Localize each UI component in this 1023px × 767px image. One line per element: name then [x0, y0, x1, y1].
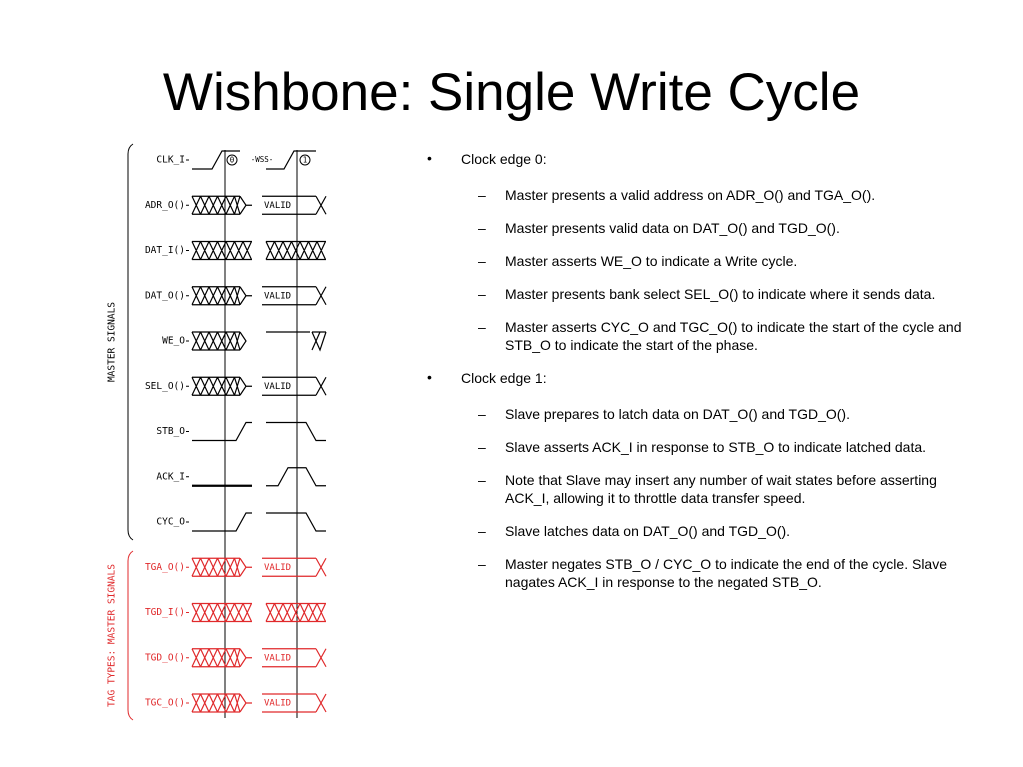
- sub-item-text: Master presents valid data on DAT_O() and TGD_O().: [505, 220, 840, 236]
- sub-item-text: Slave asserts ACK_I in response to STB_O to indicate latched data.: [505, 439, 927, 455]
- dont-care-region: [192, 649, 240, 667]
- sub-item: [478, 252, 965, 270]
- transition: [240, 332, 246, 350]
- transition: [240, 377, 252, 395]
- sub-item: [478, 438, 965, 456]
- dont-care-region: [192, 196, 240, 214]
- transition: [240, 649, 252, 667]
- dont-care-region: [266, 242, 326, 260]
- strobe-waveform: [192, 513, 252, 531]
- sub-item: [478, 186, 965, 204]
- signal-label: ADR_O(): [144, 199, 185, 211]
- dont-care-region: [266, 604, 326, 622]
- ack-waveform: [266, 468, 326, 486]
- signal-label: DAT_O(): [144, 290, 185, 302]
- signal-label: ACK_I: [156, 471, 185, 483]
- strobe-waveform: [192, 423, 252, 441]
- dash-icon: –: [478, 220, 486, 236]
- sub-item-text: Master asserts WE_O to indicate a Write cycle.: [505, 253, 798, 269]
- signal-label: SEL_O(): [144, 380, 185, 392]
- dont-care-region: [192, 694, 240, 712]
- transition: [240, 287, 252, 305]
- clock-edge-label: 1: [302, 155, 308, 165]
- sub-item-text: Master presents a valid address on ADR_O() and TGA_O().: [505, 187, 876, 203]
- sub-item-text: Master presents bank select SEL_O() to indicate where it sends data.: [505, 286, 936, 302]
- sub-item: [478, 522, 965, 540]
- signal-label: TGD_I(): [144, 607, 185, 618]
- dont-care-region: [192, 332, 240, 350]
- transition: [240, 196, 252, 214]
- sub-item: [478, 318, 965, 354]
- sub-item-text: Slave latches data on DAT_O() and TGD_O().: [505, 523, 791, 539]
- note-label: Clock edge 0:: [461, 151, 547, 167]
- group-bracket: [128, 551, 133, 720]
- dont-care-region: [192, 604, 252, 622]
- dont-care-region: [192, 377, 240, 395]
- group-bracket: [128, 144, 133, 540]
- we-release: [312, 332, 326, 350]
- dash-icon: –: [478, 187, 486, 203]
- sub-item-text: Slave prepares to latch data on DAT_O() and TGD_O().: [505, 406, 850, 422]
- timing-diagram: [0, 0, 400, 767]
- dash-icon: –: [478, 253, 486, 269]
- signal-label: STB_O: [156, 426, 185, 437]
- valid-label: VALID: [264, 698, 292, 709]
- signal-label: DAT_I(): [144, 245, 185, 256]
- signal-label: TGA_O(): [144, 561, 185, 573]
- note-item-clock-edge-0: [425, 150, 965, 168]
- group-label: TAG TYPES: MASTER SIGNALS: [106, 564, 118, 707]
- valid-label: VALID: [264, 291, 292, 302]
- strobe-waveform: [266, 423, 326, 441]
- dash-icon: –: [478, 472, 486, 488]
- slide-title: Wishbone: Single Write Cycle: [162, 63, 861, 122]
- sub-item-text: Master negates STB_O / CYC_O to indicate the end of the cycle. Slave nagates ACK_I in response to the negated STB_O.: [505, 556, 948, 590]
- bullet-icon: •: [427, 150, 432, 166]
- signal-label: TGD_O(): [144, 652, 185, 664]
- transition: [240, 694, 252, 712]
- wait-states-label: -WSS-: [250, 155, 274, 164]
- notes-list: [425, 150, 965, 606]
- dash-icon: –: [478, 439, 486, 455]
- group-label: MASTER SIGNALS: [106, 301, 118, 383]
- dash-icon: –: [478, 523, 486, 539]
- bullet-icon: •: [427, 369, 432, 385]
- dont-care-region: [192, 242, 252, 260]
- signal-label: CYC_O: [156, 516, 185, 528]
- dash-icon: –: [478, 556, 486, 572]
- dash-icon: –: [478, 286, 486, 302]
- clock-waveform: [266, 151, 316, 169]
- dont-care-region: [192, 558, 240, 576]
- sub-item-text: Note that Slave may insert any number of wait states before asserting ACK_I, allowing it to throttle data transfer speed.: [505, 472, 937, 506]
- strobe-waveform: [266, 513, 326, 531]
- note-label: Clock edge 1:: [461, 370, 547, 386]
- note-item-clock-edge-1: [425, 369, 965, 387]
- signal-label: CLK_I: [156, 154, 185, 166]
- dash-icon: –: [478, 319, 486, 335]
- valid-label: VALID: [264, 200, 292, 211]
- clock-edge-label: 0: [229, 155, 235, 165]
- sub-item: [478, 471, 965, 507]
- signal-label: WE_O: [162, 335, 185, 347]
- signal-label: TGC_O(): [144, 697, 185, 709]
- dont-care-region: [192, 287, 240, 305]
- sub-item: [478, 219, 965, 237]
- sub-item-text: Master asserts CYC_O and TGC_O() to indicate the start of the cycle and STB_O to indicate the start of the phase.: [505, 319, 962, 353]
- sub-item: [478, 555, 965, 591]
- transition: [240, 558, 252, 576]
- valid-label: VALID: [264, 381, 292, 392]
- sub-item: [478, 405, 965, 423]
- sub-item: [478, 285, 965, 303]
- valid-label: VALID: [264, 653, 292, 664]
- dash-icon: –: [478, 406, 486, 422]
- valid-label: VALID: [264, 562, 292, 573]
